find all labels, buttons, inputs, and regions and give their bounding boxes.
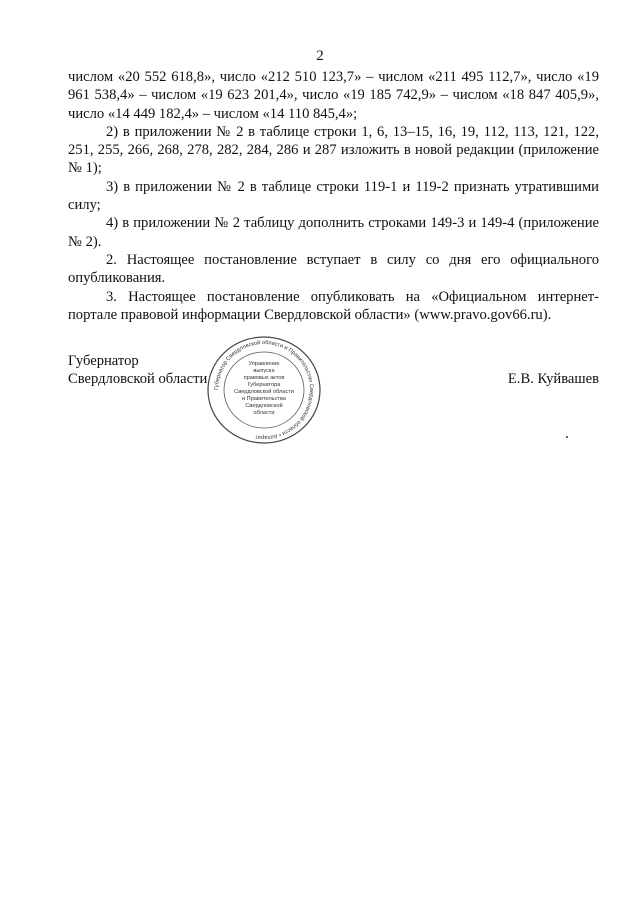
signature-block <box>68 352 599 452</box>
scan-speck <box>566 436 568 438</box>
seal-line: области <box>253 410 275 416</box>
paragraph-item-2: 2) в приложении № 2 в таблице строки 1, 6, 13–15, 16, 19, 112, 113, 121, 122, 251, 255, 266, 268, 278, 282, 284, 286 и 287 изложить в новой редакции (приложение № 1); <box>68 123 599 177</box>
seal-line: Губернатора <box>247 382 281 388</box>
seal-line: Свердловской <box>245 403 283 409</box>
paragraph-numbers: числом «20 552 618,8», число «212 510 123,7» – числом «211 495 112,7», число «19 961 538,4» – числом «19 623 201,4», число «19 185 742,9» – числом «18 847 405,9», число «14 449 182,4» – числом «14 110 845,4»; <box>68 69 599 122</box>
signatory-title-line1: Губернатор <box>68 353 139 369</box>
seal-line: правовых актов <box>243 375 285 381</box>
paragraph-clause-3: 3. Настоящее постановление опубликовать на «Официальном интернет-портале правовой информации Свердловской области» (www.pravo.gov66.ru). <box>68 288 599 323</box>
seal-line: и Правительства <box>242 396 286 402</box>
seal-ring-text: Губернатор Свердловской области и Правительство Свердловской области • Аппарат <box>213 339 315 441</box>
page-number: 2 <box>316 48 324 64</box>
official-seal-stamp <box>205 335 323 445</box>
signatory-title-line2: Свердловской области <box>68 371 208 387</box>
paragraph-item-3: 3) в приложении № 2 в таблице строки 119-1 и 119-2 признать утратившими силу; <box>68 178 599 214</box>
document-body <box>68 68 599 324</box>
paragraph-clause-2: 2. Настоящее постановление вступает в силу со дня его официального опубликования. <box>68 251 599 287</box>
seal-line: Управление <box>248 361 280 367</box>
seal-line: Свердловской области <box>234 389 294 395</box>
signatory-name: Е.В. Куйвашев <box>507 371 599 387</box>
seal-line: выпуска <box>253 368 275 374</box>
paragraph-item-4: 4) в приложении № 2 таблицу дополнить строками 149-3 и 149-4 (приложение № 2). <box>68 215 599 250</box>
